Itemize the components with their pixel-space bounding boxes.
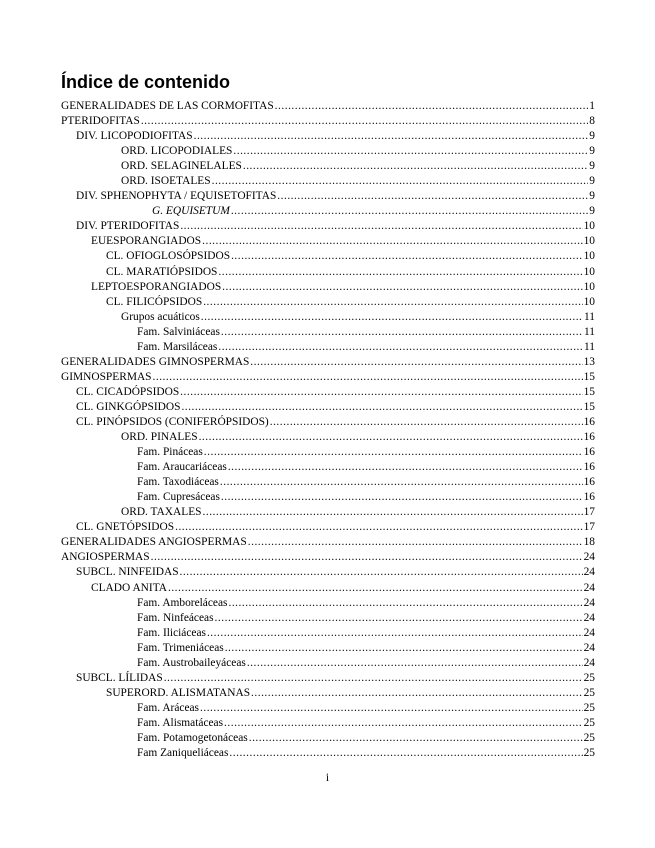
toc-entry[interactable]	[61, 385, 595, 400]
toc-leader-dots	[141, 114, 588, 129]
toc-entry-page: 16	[583, 446, 595, 459]
toc-entry[interactable]	[61, 596, 595, 611]
toc-entry-text: ANGIOSPERMAS	[61, 551, 150, 564]
toc-entry-page: 10	[583, 220, 595, 233]
toc-entry[interactable]	[61, 626, 595, 641]
toc-entry-text: CL. PINÓPSIDOS (CONIFERÓPSIDOS)	[76, 415, 269, 428]
toc-entry-text: GENERALIDADES ANGIOSPERMAS	[61, 536, 247, 549]
toc-entry-page: 25	[583, 731, 595, 744]
toc-entry-text: DIV. LICOPODIOFITAS	[76, 130, 193, 143]
toc-entry-text: Fam. Taxodiáceas	[137, 476, 219, 489]
toc-entry-text: Fam. Salviniáceas	[137, 325, 220, 338]
toc-entry-text: CL. GNETÓPSIDOS	[76, 521, 175, 534]
toc-entry-text: SUBCL. LÍLIDAS	[76, 671, 163, 684]
toc-entry-page: 8	[589, 115, 595, 128]
toc-leader-dots	[275, 99, 589, 114]
toc-leader-dots	[204, 445, 583, 460]
toc-entry-text: Fam. Pináceas	[137, 446, 203, 459]
toc-entry-page: 11	[584, 340, 595, 353]
toc-leader-dots	[201, 310, 583, 325]
toc-entry-page: 13	[583, 355, 595, 368]
toc-entry-page: 1	[589, 100, 595, 112]
toc-entry-page: 10	[583, 235, 595, 248]
toc-leader-dots	[199, 430, 583, 445]
toc-entry-text: GIMNOSPERMAS	[61, 370, 152, 383]
toc-entry-page: 9	[589, 190, 595, 203]
toc-leader-dots	[181, 400, 582, 415]
toc-entry-text: EUESPORANGIADOS	[91, 235, 202, 248]
toc-leader-dots	[180, 385, 582, 400]
toc-entry[interactable]	[61, 430, 595, 445]
toc-leader-dots	[180, 565, 583, 580]
toc-entry[interactable]	[61, 686, 595, 701]
toc-entry-text: GENERALIDADES DE LAS CORMOFITAS	[61, 100, 274, 112]
toc-leader-dots	[164, 671, 583, 686]
toc-entry-page: 24	[583, 656, 595, 669]
toc-entry-page: 24	[583, 566, 595, 579]
toc-entry-text: Grupos acuáticos	[121, 310, 200, 323]
toc-entry-page: 10	[583, 265, 595, 278]
toc-leader-dots	[220, 475, 583, 490]
toc-entry-page: 16	[583, 431, 595, 444]
toc-entry[interactable]	[61, 641, 595, 656]
toc-leader-dots	[218, 265, 582, 280]
toc-entry-page: 24	[583, 641, 595, 654]
toc-entry[interactable]	[61, 701, 595, 716]
toc-entry[interactable]	[61, 400, 595, 415]
toc-entry-page: 11	[584, 310, 595, 323]
toc-leader-dots	[225, 641, 583, 656]
toc-entry-page: 11	[584, 325, 595, 338]
page-number: i	[325, 772, 330, 784]
toc-entry[interactable]	[61, 99, 595, 114]
toc-entry-page: 25	[583, 716, 595, 729]
toc-entry-text: CL. OFIOGLOSÓPSIDOS	[106, 250, 231, 263]
toc-entry[interactable]	[61, 716, 595, 731]
toc-entry-page: 25	[583, 686, 595, 699]
toc-leader-dots	[277, 189, 588, 204]
toc-leader-dots	[231, 249, 583, 264]
toc-leader-dots	[229, 746, 582, 761]
toc-leader-dots	[224, 716, 583, 731]
toc-leader-dots	[168, 581, 583, 596]
toc-entry[interactable]	[61, 295, 595, 310]
toc-entry-page: 16	[583, 476, 595, 489]
toc-leader-dots	[203, 295, 582, 310]
toc-entry-page: 9	[589, 130, 595, 143]
toc-entry-page: 9	[589, 145, 595, 158]
toc-entry-page: 15	[583, 370, 595, 383]
toc-entry-text: CL. MARATIÓPSIDOS	[106, 265, 218, 278]
toc-entry-page: 25	[583, 671, 595, 684]
toc-leader-dots	[270, 415, 583, 430]
toc-entry[interactable]	[61, 310, 595, 325]
toc-entry-page: 17	[583, 506, 595, 519]
table-of-contents	[61, 99, 595, 761]
toc-entry-text: CLADO ANITA	[91, 581, 167, 594]
toc-leader-dots	[200, 701, 583, 716]
toc-entry-text: Fam. Amboreláceas	[137, 596, 228, 609]
toc-entry-text: DIV. PTERIDOFITAS	[76, 220, 180, 233]
toc-entry[interactable]	[61, 445, 595, 460]
toc-leader-dots	[203, 505, 583, 520]
toc-entry-text: Fam. Alismatáceas	[137, 716, 224, 729]
toc-entry[interactable]	[61, 505, 595, 520]
toc-entry-text: SUPERORD. ALISMATANAS	[106, 686, 251, 699]
toc-leader-dots	[248, 535, 583, 550]
toc-entry[interactable]	[61, 114, 595, 129]
toc-leader-dots	[218, 340, 583, 355]
toc-entry[interactable]	[61, 581, 595, 596]
toc-entry-text: ORD. TAXALES	[121, 506, 202, 519]
toc-leader-dots	[228, 460, 583, 475]
toc-entry-text: Fam. Trimeniáceas	[137, 641, 224, 654]
toc-leader-dots	[175, 520, 583, 535]
toc-entry-page: 10	[583, 250, 595, 263]
toc-leader-dots	[221, 490, 583, 505]
toc-entry-page: 9	[589, 175, 595, 188]
toc-entry-text: G. EQUISETUM	[152, 205, 230, 218]
toc-entry-page: 9	[589, 160, 595, 173]
toc-entry[interactable]	[61, 129, 595, 144]
toc-leader-dots	[249, 731, 583, 746]
toc-leader-dots	[207, 626, 583, 641]
toc-entry-text: CL. FILICÓPSIDOS	[106, 295, 203, 308]
toc-entry-text: Fam. Cupresáceas	[137, 491, 220, 504]
toc-entry[interactable]	[61, 671, 595, 686]
toc-leader-dots	[228, 596, 582, 611]
toc-entry[interactable]	[61, 490, 595, 505]
toc-entry-text: ORD. LICOPODIALES	[121, 145, 233, 158]
toc-entry-page: 16	[583, 415, 595, 428]
toc-leader-dots	[180, 219, 582, 234]
toc-leader-dots	[251, 686, 583, 701]
toc-leader-dots	[233, 144, 588, 159]
toc-entry[interactable]	[61, 535, 595, 550]
toc-entry[interactable]	[61, 415, 595, 430]
toc-entry[interactable]	[61, 144, 595, 159]
toc-entry[interactable]	[61, 520, 595, 535]
toc-entry-page: 10	[583, 295, 595, 308]
toc-entry-text: Fam. Marsiláceas	[137, 340, 218, 353]
toc-entry[interactable]	[61, 565, 595, 580]
toc-entry-page: 9	[589, 205, 595, 218]
toc-leader-dots	[247, 656, 583, 671]
toc-entry-text: Fam. Iliciáceas	[137, 626, 206, 639]
toc-entry[interactable]	[61, 355, 595, 370]
toc-entry[interactable]	[61, 159, 595, 174]
toc-entry[interactable]	[61, 325, 595, 340]
toc-entry[interactable]	[61, 611, 595, 626]
toc-entry-text: GENERALIDADES GIMNOSPERMAS	[61, 355, 250, 368]
toc-leader-dots	[221, 325, 583, 340]
toc-entry-page: 24	[583, 596, 595, 609]
toc-entry-page: 16	[583, 491, 595, 504]
toc-entry-page: 16	[583, 461, 595, 474]
toc-entry[interactable]	[61, 174, 595, 189]
toc-entry-text: ORD. ISOETALES	[121, 175, 211, 188]
toc-entry-text: Fam. Aráceas	[137, 701, 199, 714]
toc-entry-page: 24	[583, 581, 595, 594]
toc-leader-dots	[250, 355, 582, 370]
toc-entry[interactable]	[61, 746, 595, 761]
toc-entry[interactable]	[61, 475, 595, 490]
page-title: Índice de contenido	[61, 72, 231, 92]
toc-entry[interactable]	[61, 370, 595, 385]
toc-entry-text: Fam. Araucariáceas	[137, 461, 227, 474]
toc-entry[interactable]	[61, 280, 595, 295]
toc-entry-page: 15	[583, 385, 595, 398]
toc-leader-dots	[243, 159, 588, 174]
toc-entry-text: CL. GINKGÓPSIDOS	[76, 400, 181, 413]
toc-entry-text: CL. CICADÓPSIDOS	[76, 385, 180, 398]
toc-entry-page: 24	[583, 626, 595, 639]
toc-leader-dots	[202, 234, 582, 249]
toc-entry-text: ORD. SELAGINELALES	[121, 160, 242, 173]
toc-entry[interactable]	[61, 550, 595, 565]
toc-entry-page: 25	[583, 701, 595, 714]
toc-entry-text: Fam. Ninfeáceas	[137, 611, 214, 624]
toc-entry-page: 15	[583, 400, 595, 413]
toc-entry-page: 24	[583, 551, 595, 564]
toc-leader-dots	[231, 204, 588, 219]
toc-entry-page: 24	[583, 611, 595, 624]
toc-entry[interactable]	[61, 340, 595, 355]
toc-entry-text: DIV. SPHENOPHYTA / EQUISETOFITAS	[76, 190, 277, 203]
toc-leader-dots	[194, 129, 589, 144]
toc-entry-text: SUBCL. NINFEIDAS	[76, 566, 179, 579]
toc-entry-page: 18	[583, 536, 595, 549]
toc-leader-dots	[153, 370, 583, 385]
toc-entry-text: Fam. Austrobaileyáceas	[137, 656, 246, 669]
toc-entry-page: 10	[583, 280, 595, 293]
toc-entry[interactable]	[61, 460, 595, 475]
toc-entry[interactable]	[61, 189, 595, 204]
toc-entry[interactable]	[61, 656, 595, 671]
toc-entry[interactable]	[61, 731, 595, 746]
toc-entry-text: Fam Zaniqueliáceas	[137, 747, 229, 760]
toc-entry-page: 17	[583, 521, 595, 534]
toc-entry[interactable]	[61, 204, 595, 219]
toc-entry[interactable]	[61, 265, 595, 280]
toc-entry-text: Fam. Potamogetonáceas	[137, 731, 248, 744]
toc-entry-text: LEPTOESPORANGIADOS	[91, 280, 222, 293]
toc-entry[interactable]	[61, 234, 595, 249]
toc-leader-dots	[212, 174, 589, 189]
toc-entry-text: ORD. PINALES	[121, 431, 198, 444]
toc-leader-dots	[151, 550, 583, 565]
toc-leader-dots	[222, 280, 582, 295]
toc-entry-text: PTERIDOFITAS	[61, 115, 140, 128]
toc-entry[interactable]	[61, 249, 595, 264]
toc-entry[interactable]	[61, 219, 595, 234]
toc-leader-dots	[215, 611, 583, 626]
toc-entry-page: 25	[583, 747, 595, 760]
